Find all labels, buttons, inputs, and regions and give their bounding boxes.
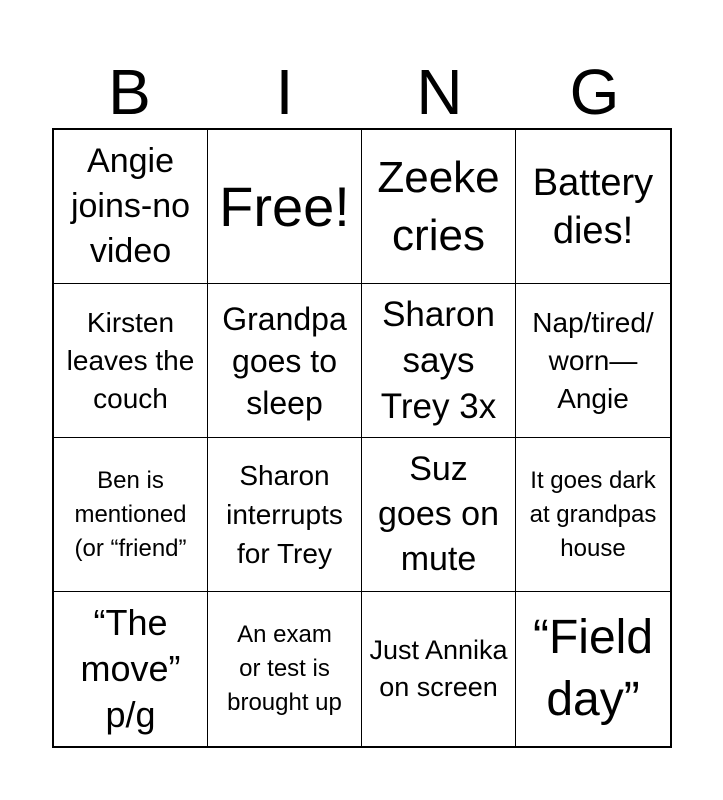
cell-text: Just Annika on screen bbox=[369, 635, 508, 702]
cell-text: Nap/tired/ worn—Angie bbox=[532, 306, 654, 414]
bingo-cell[interactable] bbox=[362, 592, 516, 746]
bingo-cell[interactable] bbox=[54, 438, 208, 592]
bingo-cell[interactable] bbox=[208, 592, 362, 746]
cell-text: It goes dark at grandpas house bbox=[529, 466, 657, 562]
bingo-cell[interactable] bbox=[516, 438, 670, 592]
bingo-header bbox=[52, 52, 672, 128]
header-letter-n: N bbox=[416, 56, 463, 128]
cell-text: Kirsten leaves the couch bbox=[66, 306, 195, 414]
cell-text: Suz goes on mute bbox=[378, 450, 499, 578]
cell-text: Grandpa goes to sleep bbox=[222, 300, 347, 421]
bingo-board bbox=[52, 128, 672, 748]
header-letter-g: G bbox=[569, 56, 620, 128]
header-letter-i: I bbox=[275, 56, 294, 128]
bingo-cell[interactable] bbox=[208, 284, 362, 438]
bingo-cell-free[interactable] bbox=[208, 130, 362, 284]
bingo-cell[interactable] bbox=[54, 284, 208, 438]
bingo-cell[interactable] bbox=[516, 284, 670, 438]
bingo-cell[interactable] bbox=[362, 438, 516, 592]
bingo-cell[interactable] bbox=[516, 592, 670, 746]
bingo-cell[interactable] bbox=[208, 438, 362, 592]
cell-text: Sharon says Trey 3x bbox=[380, 294, 497, 426]
cell-text: An exam or test is brought up bbox=[227, 621, 342, 716]
cell-text: “Field day” bbox=[532, 611, 654, 726]
cell-text: Free! bbox=[219, 174, 350, 238]
cell-text: “The move” p/g bbox=[80, 602, 181, 735]
cell-text: Sharon interrupts for Trey bbox=[226, 460, 343, 569]
bingo-cell[interactable] bbox=[516, 130, 670, 284]
bingo-cell[interactable] bbox=[54, 130, 208, 284]
cell-text: Zeeke cries bbox=[377, 152, 500, 260]
header-letter-b: B bbox=[108, 56, 151, 128]
bingo-cell[interactable] bbox=[362, 284, 516, 438]
bingo-cell[interactable] bbox=[362, 130, 516, 284]
bingo-cell[interactable] bbox=[54, 592, 208, 746]
cell-text: Angie joins-no video bbox=[70, 142, 191, 270]
cell-text: Ben is mentioned (or “friend” bbox=[74, 466, 187, 562]
cell-text: Battery dies! bbox=[532, 161, 654, 252]
